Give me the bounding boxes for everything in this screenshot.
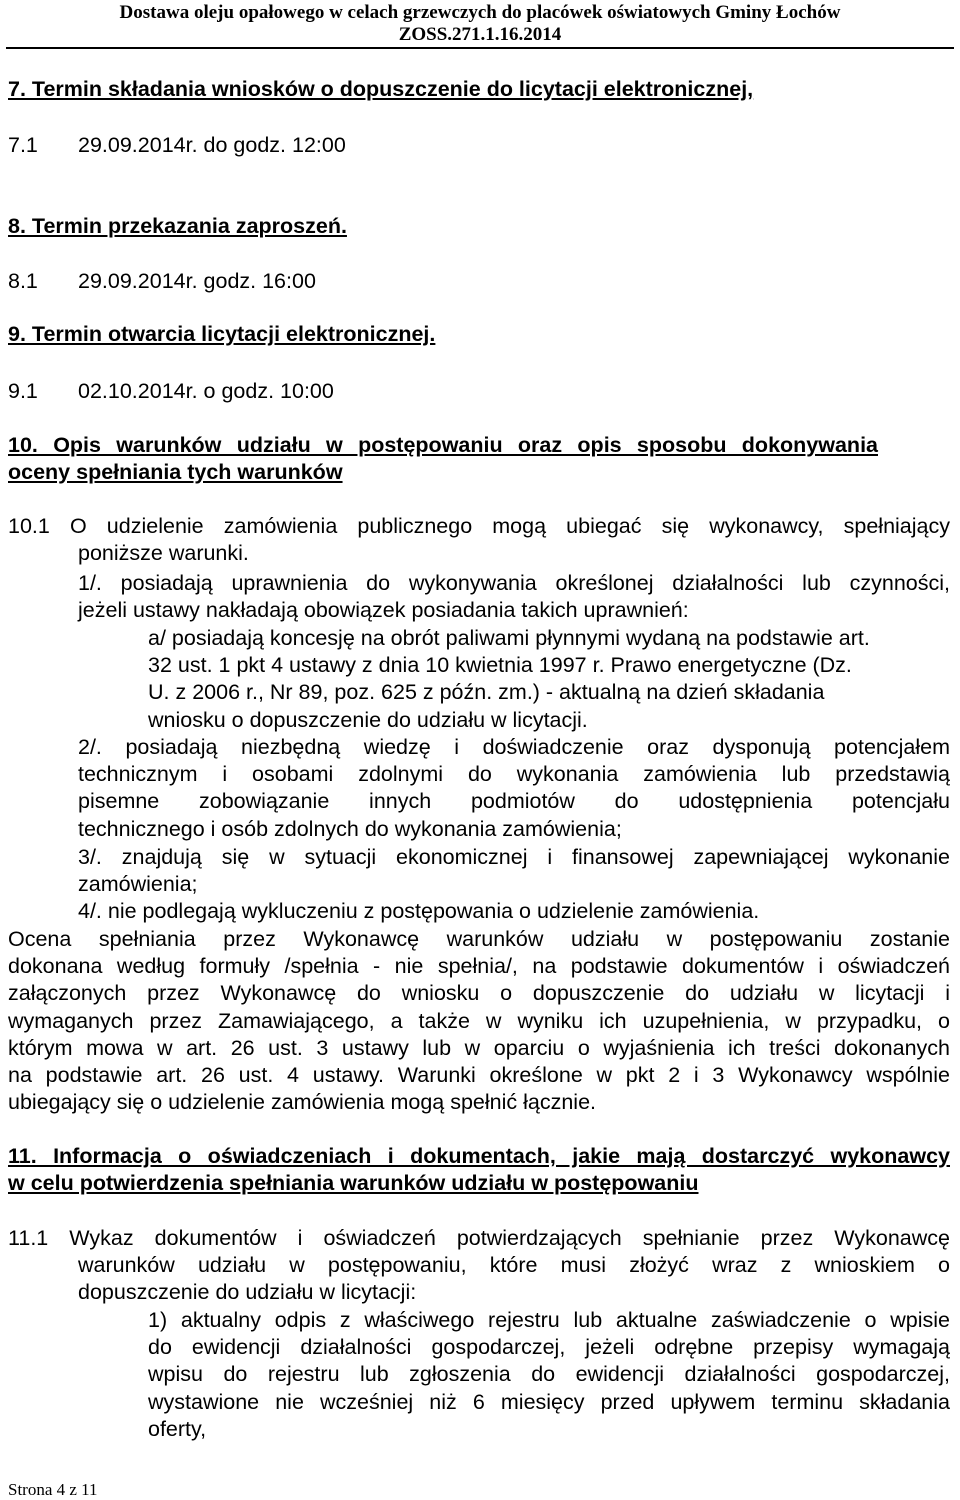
document-item-1 bbox=[148, 1307, 950, 1443]
condition-line: pisemne zobowiązanie innych podmiotów do udostępnienia potencjału bbox=[78, 789, 950, 814]
condition-line: 1/. posiadają uprawnienia do wykonywania określonej działalności lub czynności, bbox=[78, 571, 950, 595]
paragraph-line: na podstawie art. 26 ust. 4 ustawy. Warunki określone w pkt 2 i 3 Wykonawcy wspólnie bbox=[8, 1062, 950, 1087]
header-rule bbox=[6, 47, 954, 49]
assessment-paragraph bbox=[8, 926, 950, 1116]
section-7-1-number: 7.1 bbox=[8, 133, 38, 157]
condition-3 bbox=[78, 844, 950, 898]
condition-line: jeżeli ustawy nakładają obowiązek posiadania takich uprawnień: bbox=[78, 598, 689, 623]
item-line: wpisu do rejestru lub zgłoszenia do ewidencji działalności gospodarczej, bbox=[148, 1362, 950, 1387]
condition-line: U. z 2006 r., Nr 89, poz. 625 z późn. zm.) - aktualną na dzień składania bbox=[148, 680, 825, 705]
condition-line: 4/. nie podlegają wykluczeniu z postępowania o udzielenie zamówienia. bbox=[78, 899, 760, 923]
section-10-heading-line: 10. Opis warunków udziału w postępowaniu oraz opis sposobu dokonywania bbox=[8, 433, 878, 457]
section-8-1-number: 8.1 bbox=[8, 269, 38, 293]
section-9-heading: 9. Termin otwarcia licytacji elektronicznej. bbox=[8, 322, 436, 346]
paragraph-line: 10.1 O udzielenie zamówienia publicznego mogą ubiegać się wykonawcy, spełniający bbox=[8, 514, 950, 538]
section-10-heading-line: oceny spełniania tych warunków bbox=[8, 460, 343, 485]
section-9-1-number: 9.1 bbox=[8, 379, 38, 403]
section-11-heading-line: 11. Informacja o oświadczeniach i dokumentach, jakie mają dostarczyć wykonawcy bbox=[8, 1144, 950, 1168]
paragraph-line: 11.1 Wykaz dokumentów i oświadczeń potwierdzających spełnianie przez Wykonawcę bbox=[8, 1226, 950, 1250]
item-line: oferty, bbox=[148, 1416, 207, 1441]
section-9-1-text: 02.10.2014r. o godz. 10:00 bbox=[78, 379, 334, 403]
item-line: 1) aktualny odpis z właściwego rejestru lub aktualne zaświadczenie o wpisie bbox=[148, 1308, 950, 1332]
condition-line: zamówienia; bbox=[78, 872, 198, 897]
condition-line: technicznym i osobami zdolnymi do wykonania zamówienia lub przedstawią bbox=[78, 762, 950, 787]
section-7-1-text: 29.09.2014r. do godz. 12:00 bbox=[78, 133, 346, 157]
section-8-1-text: 29.09.2014r. godz. 16:00 bbox=[78, 269, 316, 293]
page-number: Strona 4 z 11 bbox=[8, 1480, 98, 1499]
paragraph-line: Ocena spełniania przez Wykonawcę warunków udziału w postępowaniu zostanie bbox=[8, 927, 950, 951]
condition-line: 3/. znajdują się w sytuacji ekonomicznej i finansowej zapewniającej wykonanie bbox=[78, 845, 950, 869]
paragraph-line: dokonana według formuły /spełnia - nie spełnia/, na podstawie dokumentów i oświadczeń bbox=[8, 954, 950, 979]
section-7-heading: 7. Termin składania wniosków o dopuszczenie do licytacji elektronicznej, bbox=[8, 77, 754, 101]
paragraph-line: wymaganych przez Zamawiającego, a także w wyniku ich uzupełnienia, w przypadku, o bbox=[8, 1008, 950, 1033]
paragraph-line: którym mowa w art. 26 ust. 3 ustawy lub w oparciu o wyjaśnienia ich treści dokonanych bbox=[8, 1035, 950, 1060]
condition-1 bbox=[78, 570, 950, 624]
header-reference: ZOSS.271.1.16.2014 bbox=[398, 24, 562, 45]
paragraph-10-1-cont bbox=[78, 540, 948, 567]
section-11-heading bbox=[8, 1143, 950, 1197]
condition-line: wniosku o dopuszczenie do udziału w licytacji. bbox=[148, 707, 588, 732]
paragraph-11-1 bbox=[8, 1225, 950, 1252]
header-title: Dostawa oleju opałowego w celach grzewczych do placówek oświatowych Gminy Łochów bbox=[119, 2, 841, 23]
item-line: wystawione nie wcześniej niż 6 miesięcy przed upływem terminu składania bbox=[148, 1389, 950, 1414]
condition-line: 32 ust. 1 pkt 4 ustawy z dnia 10 kwietnia 1997 r. Prawo energetyczne (Dz. bbox=[148, 653, 852, 678]
paragraph-11-1-cont bbox=[78, 1252, 950, 1306]
section-10-heading bbox=[8, 432, 878, 486]
paragraph-line: warunków udziału w postępowaniu, które musi złożyć wraz z wnioskiem o bbox=[78, 1253, 950, 1277]
item-line: do ewidencji działalności gospodarczej, jeżeli odrębne przepisy wymagają bbox=[148, 1335, 950, 1360]
paragraph-10-1 bbox=[8, 513, 950, 540]
condition-line: a/ posiadają koncesję na obrót paliwami płynnymi wydaną na podstawie art. bbox=[148, 626, 870, 650]
section-11-heading-line: w celu potwierdzenia spełniania warunków udziału w postępowaniu bbox=[8, 1171, 699, 1196]
paragraph-line: poniższe warunki. bbox=[78, 541, 249, 565]
document-header bbox=[0, 0, 960, 46]
condition-4 bbox=[78, 898, 950, 925]
paragraph-line: dopuszczenie do udziału w licytacji: bbox=[78, 1280, 417, 1305]
paragraph-line: załączonych przez Wykonawcę do wniosku o dopuszczenie do udziału w licytacji i bbox=[8, 981, 950, 1006]
condition-line: technicznego i osób zdolnych do wykonania zamówienia; bbox=[78, 816, 622, 841]
condition-1a bbox=[148, 625, 950, 734]
condition-2 bbox=[78, 734, 950, 843]
paragraph-line: ubiegający się o udzielenie zamówienia mogą spełnić łącznie. bbox=[8, 1090, 597, 1115]
section-8-heading: 8. Termin przekazania zaproszeń. bbox=[8, 214, 347, 238]
condition-line: 2/. posiadają niezbędną wiedzę i doświadczenie oraz dysponują potencjałem bbox=[78, 735, 950, 759]
